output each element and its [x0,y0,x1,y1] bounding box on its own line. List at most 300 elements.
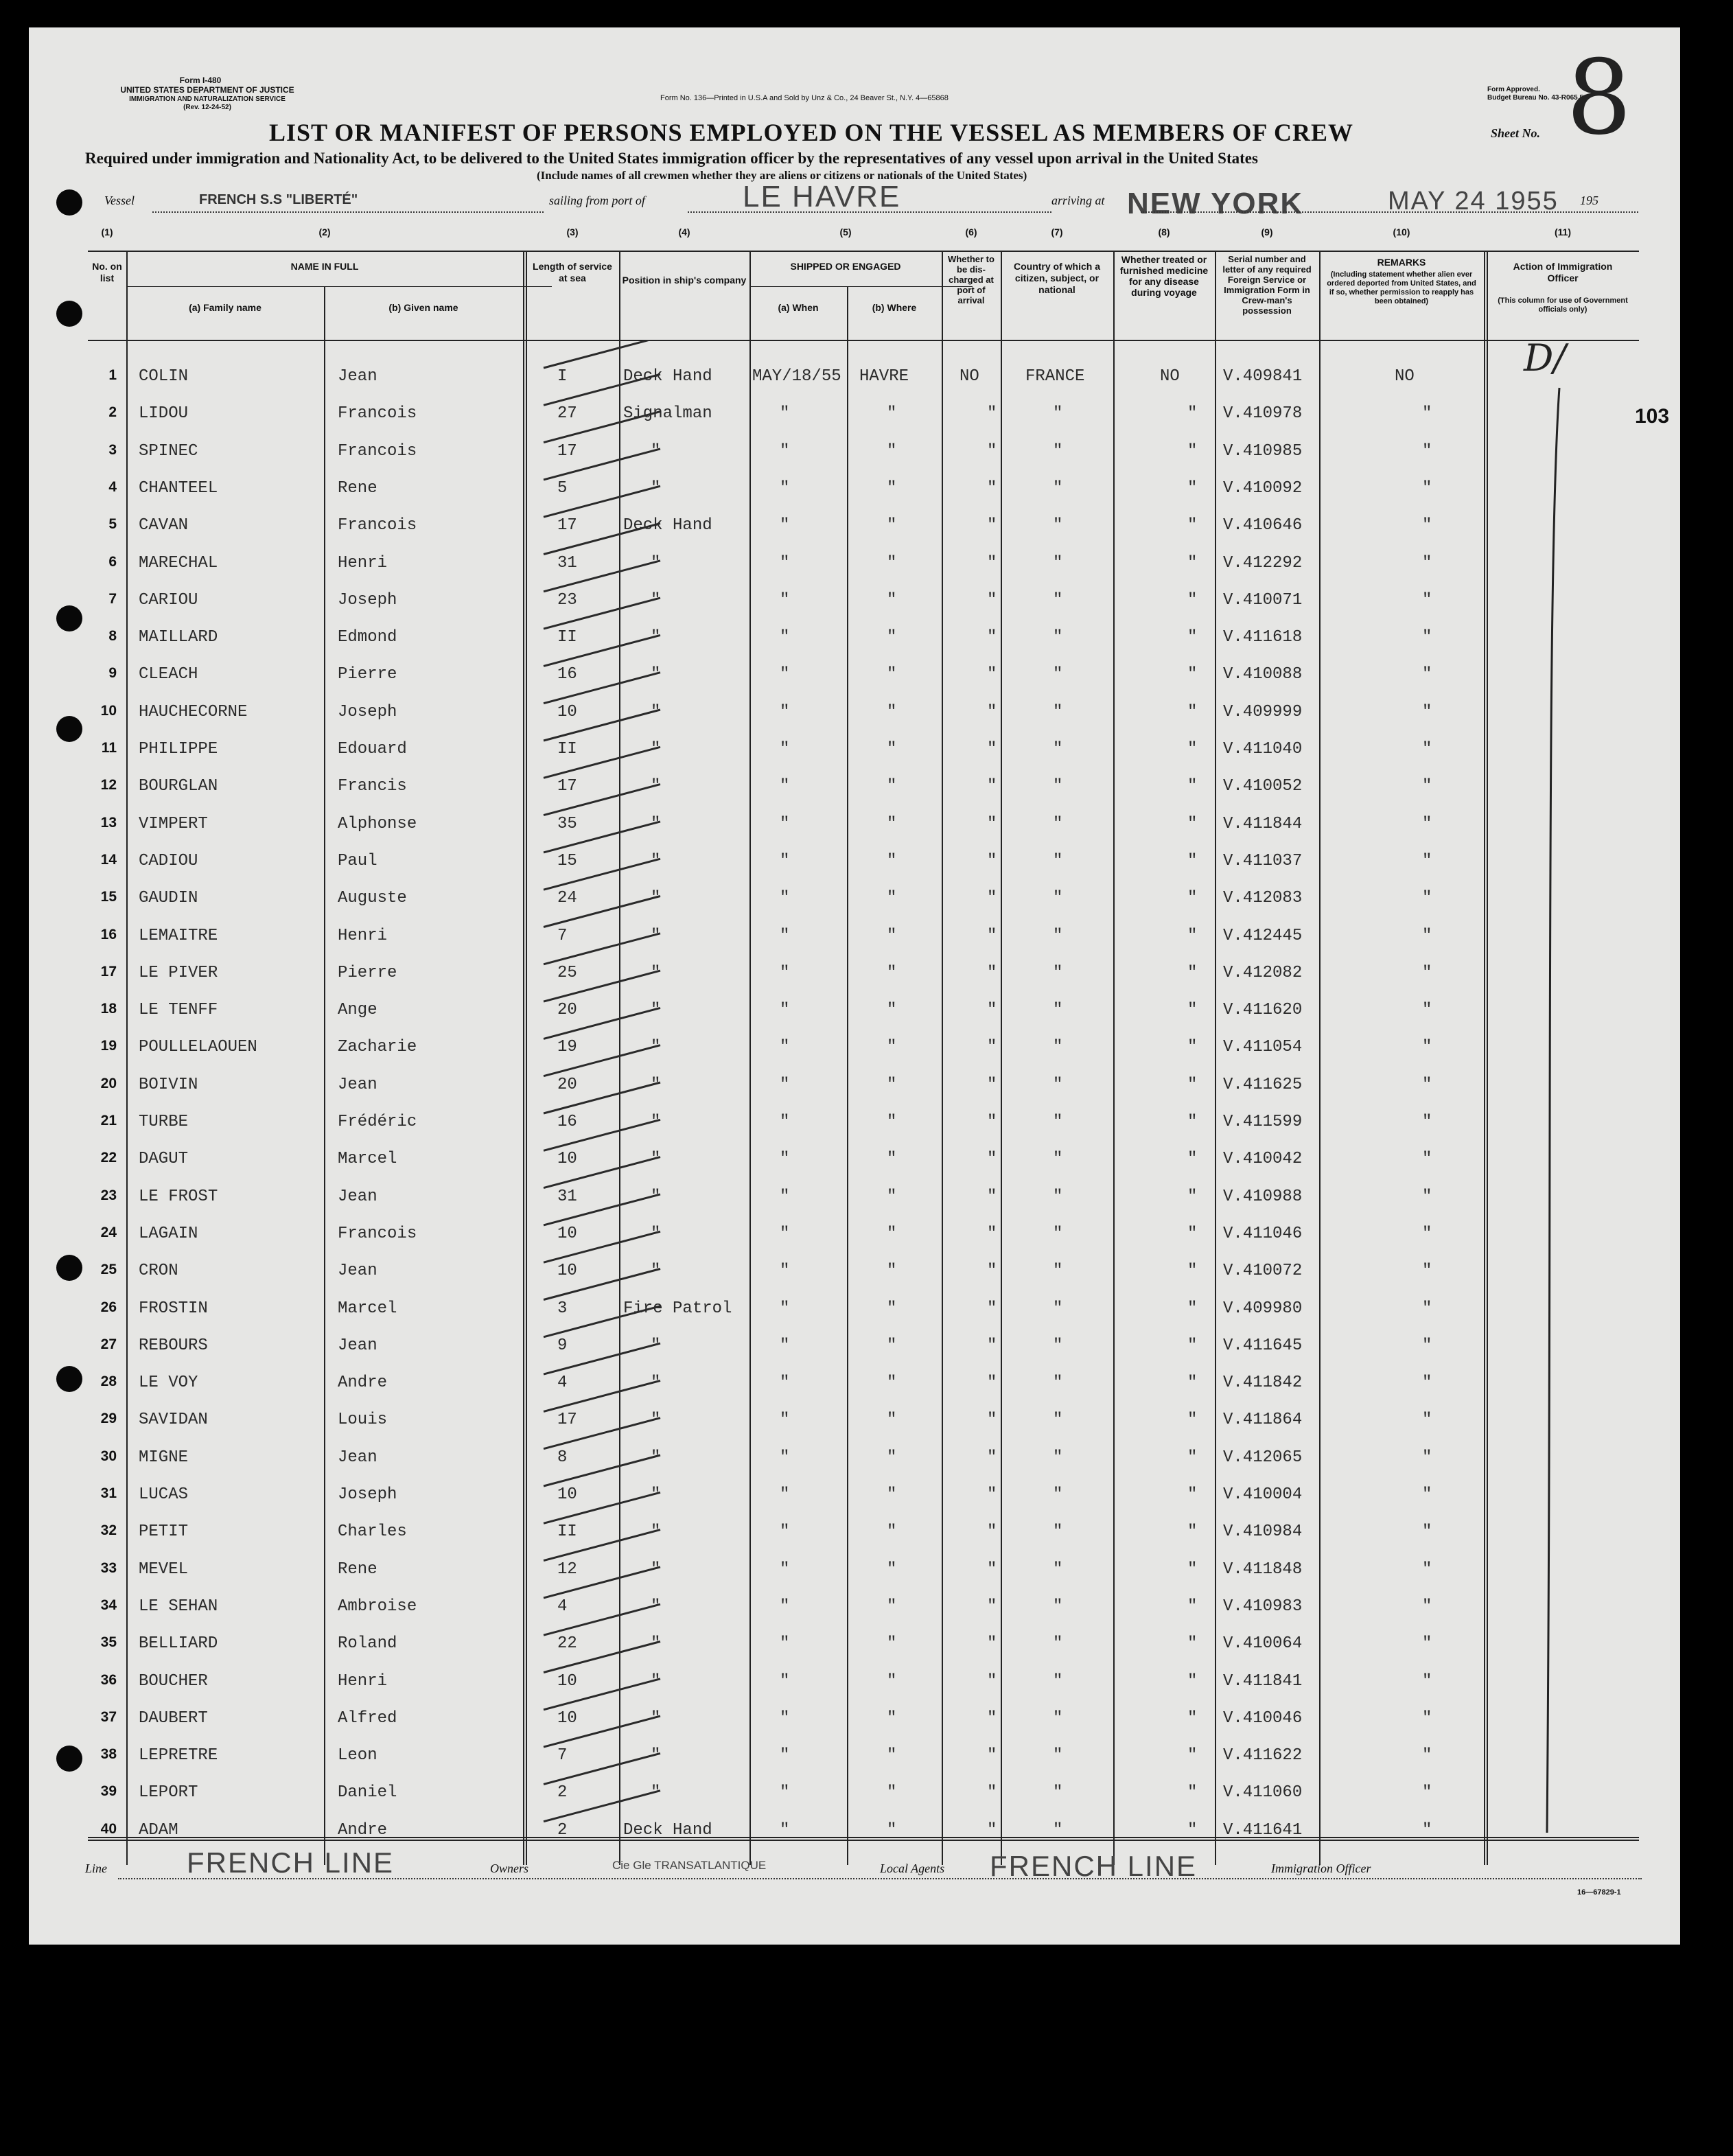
given-name-cell: Henri [338,553,388,572]
serial-cell: V.411622 [1223,1746,1303,1765]
length-cell: 2 [557,1820,568,1840]
country-cell: " [1053,1075,1063,1094]
remarks-cell: " [1422,553,1432,572]
position-cell: " [651,1187,661,1206]
where-cell: " [887,1448,897,1467]
serial-cell: V.411046 [1223,1224,1303,1243]
when-cell: " [780,553,790,572]
table-row [29,1327,1680,1364]
country-cell: " [1053,553,1063,572]
col-num: (1) [101,227,113,237]
row-number: 14 [100,851,117,868]
given-name-cell: Charles [338,1522,407,1542]
remarks-cell: " [1422,1820,1432,1840]
treated-cell: " [1187,926,1198,945]
row-number: 4 [108,478,117,495]
when-cell: " [780,1150,790,1169]
row-number: 39 [100,1783,117,1800]
row-number: 8 [108,628,117,645]
serial-cell: V.411641 [1223,1820,1303,1840]
where-cell: " [887,1411,897,1430]
given-name-cell: Joseph [338,590,397,610]
country-cell: " [1053,1448,1063,1467]
position-cell: Deck Hand [623,516,712,535]
col-family-name: (a) Family name [189,302,261,313]
remarks-cell: " [1422,889,1432,908]
country-cell: " [1053,590,1063,610]
when-cell: " [780,814,790,833]
row-number: 40 [100,1820,117,1837]
position-cell: " [651,1560,661,1579]
check-mark [544,412,660,443]
serial-cell: V.410072 [1223,1262,1303,1281]
vessel-name: FRENCH S.S "LIBERTÉ" [199,192,358,207]
when-cell: " [780,926,790,945]
country-cell: " [1053,740,1063,758]
country-cell: " [1053,889,1063,908]
row-number: 20 [100,1075,117,1091]
table-row [29,432,1680,470]
where-cell: HAVRE [859,367,909,386]
length-cell: 19 [557,1038,577,1057]
arrival-date-stamp: MAY 24 1955 [1388,187,1559,216]
discharged-cell: " [987,1150,997,1169]
remarks-cell: " [1422,1485,1432,1504]
length-cell: 16 [557,1113,577,1131]
row-number: 33 [100,1560,117,1576]
discharged-cell: " [987,553,997,572]
discharged-cell: " [987,441,997,461]
printer-line: Form No. 136—Printed in U.S.A and Sold by Unz & Co., 24 Beaver St., N.Y. 4—65868 [660,94,949,102]
row-number: 22 [100,1150,117,1166]
remarks-cell: " [1422,1448,1432,1467]
remarks-cell: " [1422,1560,1432,1579]
when-cell: " [780,1262,790,1281]
check-mark [544,1045,660,1076]
position-cell: " [651,665,661,684]
table-row [29,358,1680,395]
discharged-cell: " [987,1224,997,1243]
port-from-stamp: LE HAVRE [743,180,901,213]
serial-cell: V.410978 [1223,404,1303,424]
table-row [29,1625,1680,1662]
row-number: 26 [100,1299,117,1315]
check-mark [544,896,660,927]
row-number: 35 [100,1634,117,1651]
table-row [29,395,1680,432]
treated-cell: " [1187,1113,1198,1131]
where-cell: " [887,702,897,721]
row-number: 7 [108,590,117,607]
length-cell: 4 [557,1373,568,1393]
col-num: (2) [318,227,331,237]
position-cell: " [651,1373,661,1393]
where-cell: " [887,740,897,758]
discharged-cell: " [987,740,997,758]
when-cell: " [780,1597,790,1616]
when-cell: " [780,1746,790,1765]
given-name-cell: Edouard [338,740,407,758]
position-cell: " [651,478,661,498]
country-cell: " [1053,1411,1063,1430]
check-mark [544,1418,660,1449]
position-cell: Fire Patrol [623,1299,732,1318]
check-mark [544,1567,660,1598]
footer-underline [118,1878,1642,1879]
where-cell: " [887,851,897,870]
owners-label: Owners [490,1862,529,1875]
table-row [29,1700,1680,1737]
length-cell: 17 [557,441,577,461]
row-number: 23 [100,1187,117,1203]
family-name-cell: LE PIVER [139,963,218,982]
country-cell: " [1053,702,1063,721]
position-cell: " [651,777,661,796]
row-number: 10 [100,702,117,719]
remarks-cell: " [1422,1299,1432,1318]
table-row [29,767,1680,804]
country-cell: " [1053,777,1063,796]
length-cell: 5 [557,478,568,498]
remarks-cell: " [1422,1038,1432,1057]
where-cell: " [887,404,897,424]
given-name-cell: Louis [338,1411,388,1430]
family-name-cell: COLIN [139,367,189,386]
treated-cell: " [1187,1560,1198,1579]
discharged-cell: " [987,889,997,908]
table-row [29,1774,1680,1811]
treated-cell: " [1187,1783,1198,1803]
country-cell: " [1053,478,1063,498]
check-mark [544,785,660,815]
row-number: 31 [100,1485,117,1501]
remarks-cell: " [1422,740,1432,758]
family-name-cell: DAGUT [139,1150,189,1169]
serial-cell: V.411618 [1223,628,1303,647]
discharged-cell: " [987,1336,997,1355]
treated-cell: " [1187,1485,1198,1504]
discharged-cell: NO [959,367,979,386]
family-name-cell: BOUCHER [139,1671,208,1691]
discharged-cell: " [987,963,997,982]
table-row [29,1551,1680,1588]
discharged-cell: " [987,404,997,424]
discharged-cell: " [987,478,997,498]
country-cell: " [1053,665,1063,684]
country-cell: " [1053,926,1063,945]
position-cell: " [651,702,661,721]
check-mark [544,524,660,555]
given-name-cell: Henri [338,1671,388,1691]
country-cell: " [1053,1708,1063,1728]
col-num: (6) [965,227,977,237]
line-label: Line [85,1862,108,1875]
position-cell: " [651,1448,661,1467]
where-cell: " [887,590,897,610]
family-name-cell: LEPORT [139,1783,198,1803]
table-row [29,1364,1680,1401]
family-name-cell: POULLELAOUEN [139,1038,257,1057]
check-mark [544,859,660,890]
where-cell: " [887,1150,897,1169]
when-cell: " [780,1038,790,1057]
given-name-cell: Marcel [338,1299,397,1318]
row-number: 17 [100,963,117,980]
department: UNITED STATES DEPARTMENT OF JUSTICE [120,85,294,95]
serial-cell: V.409999 [1223,702,1303,721]
when-cell: " [780,889,790,908]
col-action-note: (This column for use of Government officials only) [1498,297,1628,314]
check-mark [544,598,660,629]
port-to-stamp: NEW YORK [1127,187,1304,220]
country-cell: " [1053,851,1063,870]
family-name-cell: MAILLARD [139,628,218,647]
family-name-cell: LAGAIN [139,1224,198,1243]
given-name-cell: Jean [338,1448,377,1467]
where-cell: " [887,441,897,461]
serial-cell: V.410052 [1223,777,1303,796]
position-cell: " [651,1783,661,1803]
country-cell: " [1053,441,1063,461]
length-cell: II [557,740,577,758]
length-cell: 20 [557,1001,577,1020]
position-cell: " [651,1075,661,1094]
when-cell: " [780,1820,790,1840]
length-cell: 10 [557,1150,577,1169]
remarks-cell: " [1422,1113,1432,1131]
check-mark [544,1380,660,1411]
service: IMMIGRATION AND NATURALIZATION SERVICE [129,95,286,103]
table-row [29,470,1680,507]
country-cell: " [1053,1336,1063,1355]
row-number: 6 [108,553,117,570]
remarks-cell: " [1422,404,1432,424]
where-cell: " [887,665,897,684]
when-cell: " [780,1075,790,1094]
given-name-cell: Pierre [338,963,397,982]
given-name-cell: Joseph [338,702,397,721]
serial-cell: V.411040 [1223,740,1303,758]
family-name-cell: PETIT [139,1522,189,1542]
remarks-cell: NO [1395,367,1415,386]
country-cell: " [1053,516,1063,535]
officer-label: Immigration Officer [1271,1862,1371,1875]
family-name-cell: LE VOY [139,1373,198,1393]
table-row [29,954,1680,991]
country-cell: " [1053,1522,1063,1542]
country-cell: " [1053,1038,1063,1057]
table-row [29,693,1680,730]
country-cell: " [1053,1783,1063,1803]
remarks-cell: " [1422,1597,1432,1616]
position-cell: " [651,889,661,908]
family-name-cell: CLEACH [139,665,198,684]
serial-cell: V.409980 [1223,1299,1303,1318]
col-name-in-full: NAME IN FULL [290,261,359,272]
treated-cell: " [1187,553,1198,572]
agents-stamp: FRENCH LINE [990,1850,1198,1882]
serial-cell: V.410004 [1223,1485,1303,1504]
check-mark [544,1791,660,1822]
row-number: 1 [108,367,117,383]
when-cell: " [780,1448,790,1467]
given-name-cell: Paul [338,851,377,870]
given-name-cell: Roland [338,1634,397,1654]
when-cell: " [780,478,790,498]
length-cell: 24 [557,889,577,908]
col-num: (8) [1158,227,1170,237]
position-cell: " [651,963,661,982]
arriving-label: arriving at [1051,194,1105,207]
family-name-cell: VIMPERT [139,814,208,833]
country-cell: " [1053,1597,1063,1616]
treated-cell: " [1187,1522,1198,1542]
serial-cell: V.411645 [1223,1336,1303,1355]
length-cell: 17 [557,1411,577,1430]
given-name-cell: Leon [338,1746,377,1765]
serial-cell: V.410064 [1223,1634,1303,1654]
check-mark [544,1082,660,1113]
table-row [29,1028,1680,1065]
length-cell: 17 [557,777,577,796]
treated-cell: " [1187,851,1198,870]
treated-cell: " [1187,1448,1198,1467]
row-number: 13 [100,814,117,831]
discharged-cell: " [987,1038,997,1057]
check-mark [544,374,660,405]
remarks-cell: " [1422,1634,1432,1654]
length-cell: 31 [557,553,577,572]
treated-cell: " [1187,404,1198,424]
col-remarks: REMARKS [1377,257,1426,268]
family-name-cell: LEPRETRE [139,1746,218,1765]
row-number: 3 [108,441,117,458]
family-name-cell: BOIVIN [139,1075,198,1094]
treated-cell: " [1187,628,1198,647]
remarks-cell: " [1422,1373,1432,1393]
remarks-cell: " [1422,702,1432,721]
country-cell: " [1053,1113,1063,1131]
col-num: (11) [1554,227,1572,237]
check-mark [544,1008,660,1039]
position-cell: Deck Hand [623,367,712,386]
row-number: 18 [100,1001,117,1017]
length-cell: 10 [557,1262,577,1281]
serial-cell: V.411060 [1223,1783,1303,1803]
col-given-name: (b) Given name [388,302,458,313]
where-cell: " [887,1262,897,1281]
when-cell: " [780,1783,790,1803]
length-cell: 35 [557,814,577,833]
given-name-cell: Daniel [338,1783,397,1803]
discharged-cell: " [987,1485,997,1504]
family-name-cell: SAVIDAN [139,1411,208,1430]
when-cell: " [780,1113,790,1131]
remarks-cell: " [1422,516,1432,535]
form-code: 16—67829-1 [1577,1888,1621,1897]
discharged-cell: " [987,1783,997,1803]
row-number: 19 [100,1038,117,1054]
table-row [29,730,1680,767]
given-name-cell: Ambroise [338,1597,417,1616]
given-name-cell: Alphonse [338,814,417,833]
check-mark [544,822,660,853]
check-mark [544,1157,660,1188]
discharged-cell: " [987,1262,997,1281]
check-mark [544,1716,660,1747]
table-row [29,1662,1680,1700]
treated-cell: " [1187,441,1198,461]
when-cell: " [780,1187,790,1206]
given-name-cell: Francois [338,1224,417,1243]
treated-cell: " [1187,1336,1198,1355]
where-cell: " [887,1597,897,1616]
check-mark [544,449,660,480]
given-name-cell: Marcel [338,1150,397,1169]
table-row [29,879,1680,916]
given-name-cell: Auguste [338,889,407,908]
year-suffix: 195 [1580,194,1598,207]
when-cell: " [780,441,790,461]
given-name-cell: Jean [338,1336,377,1355]
col-shipped: SHIPPED OR ENGAGED [790,261,901,272]
country-cell: " [1053,1224,1063,1243]
serial-cell: V.410988 [1223,1187,1303,1206]
position-cell: " [651,1522,661,1542]
check-mark [544,934,660,964]
row-number: 38 [100,1746,117,1763]
serial-cell: V.410984 [1223,1522,1303,1542]
check-mark [544,1120,660,1150]
treated-cell: " [1187,777,1198,796]
length-cell: 2 [557,1783,568,1803]
family-name-cell: CRON [139,1262,178,1281]
discharged-cell: " [987,1187,997,1206]
length-cell: 4 [557,1597,568,1616]
treated-cell: " [1187,1708,1198,1728]
given-name-cell: Andre [338,1373,388,1393]
treated-cell: " [1187,1150,1198,1169]
country-cell: " [1053,404,1063,424]
col-discharged: Whether to be dis-charged at port of arrival [948,254,995,305]
treated-cell: " [1187,516,1198,535]
col-when: (a) When [778,302,819,313]
country-cell: " [1053,1820,1063,1840]
length-cell: 20 [557,1075,577,1094]
table-row [29,991,1680,1028]
position-cell: " [651,1001,661,1020]
when-cell: " [780,1224,790,1243]
row-number: 34 [100,1597,117,1613]
treated-cell: " [1187,1373,1198,1393]
position-cell: " [651,1597,661,1616]
check-mark [544,1306,660,1337]
position-cell: " [651,1708,661,1728]
family-name-cell: BOURGLAN [139,777,218,796]
discharged-cell: " [987,1299,997,1318]
family-name-cell: TURBE [139,1113,189,1131]
remarks-cell: " [1422,1075,1432,1094]
where-cell: " [887,1113,897,1131]
col-treated: Whether treated or furnished medicine for any disease during voyage [1119,254,1209,298]
treated-cell: " [1187,1299,1198,1318]
discharged-cell: " [987,1113,997,1131]
given-name-cell: Henri [338,926,388,945]
position-cell: " [651,1746,661,1765]
where-cell: " [887,1671,897,1691]
check-mark [544,1455,660,1486]
when-cell: MAY/18/55 [752,367,841,386]
